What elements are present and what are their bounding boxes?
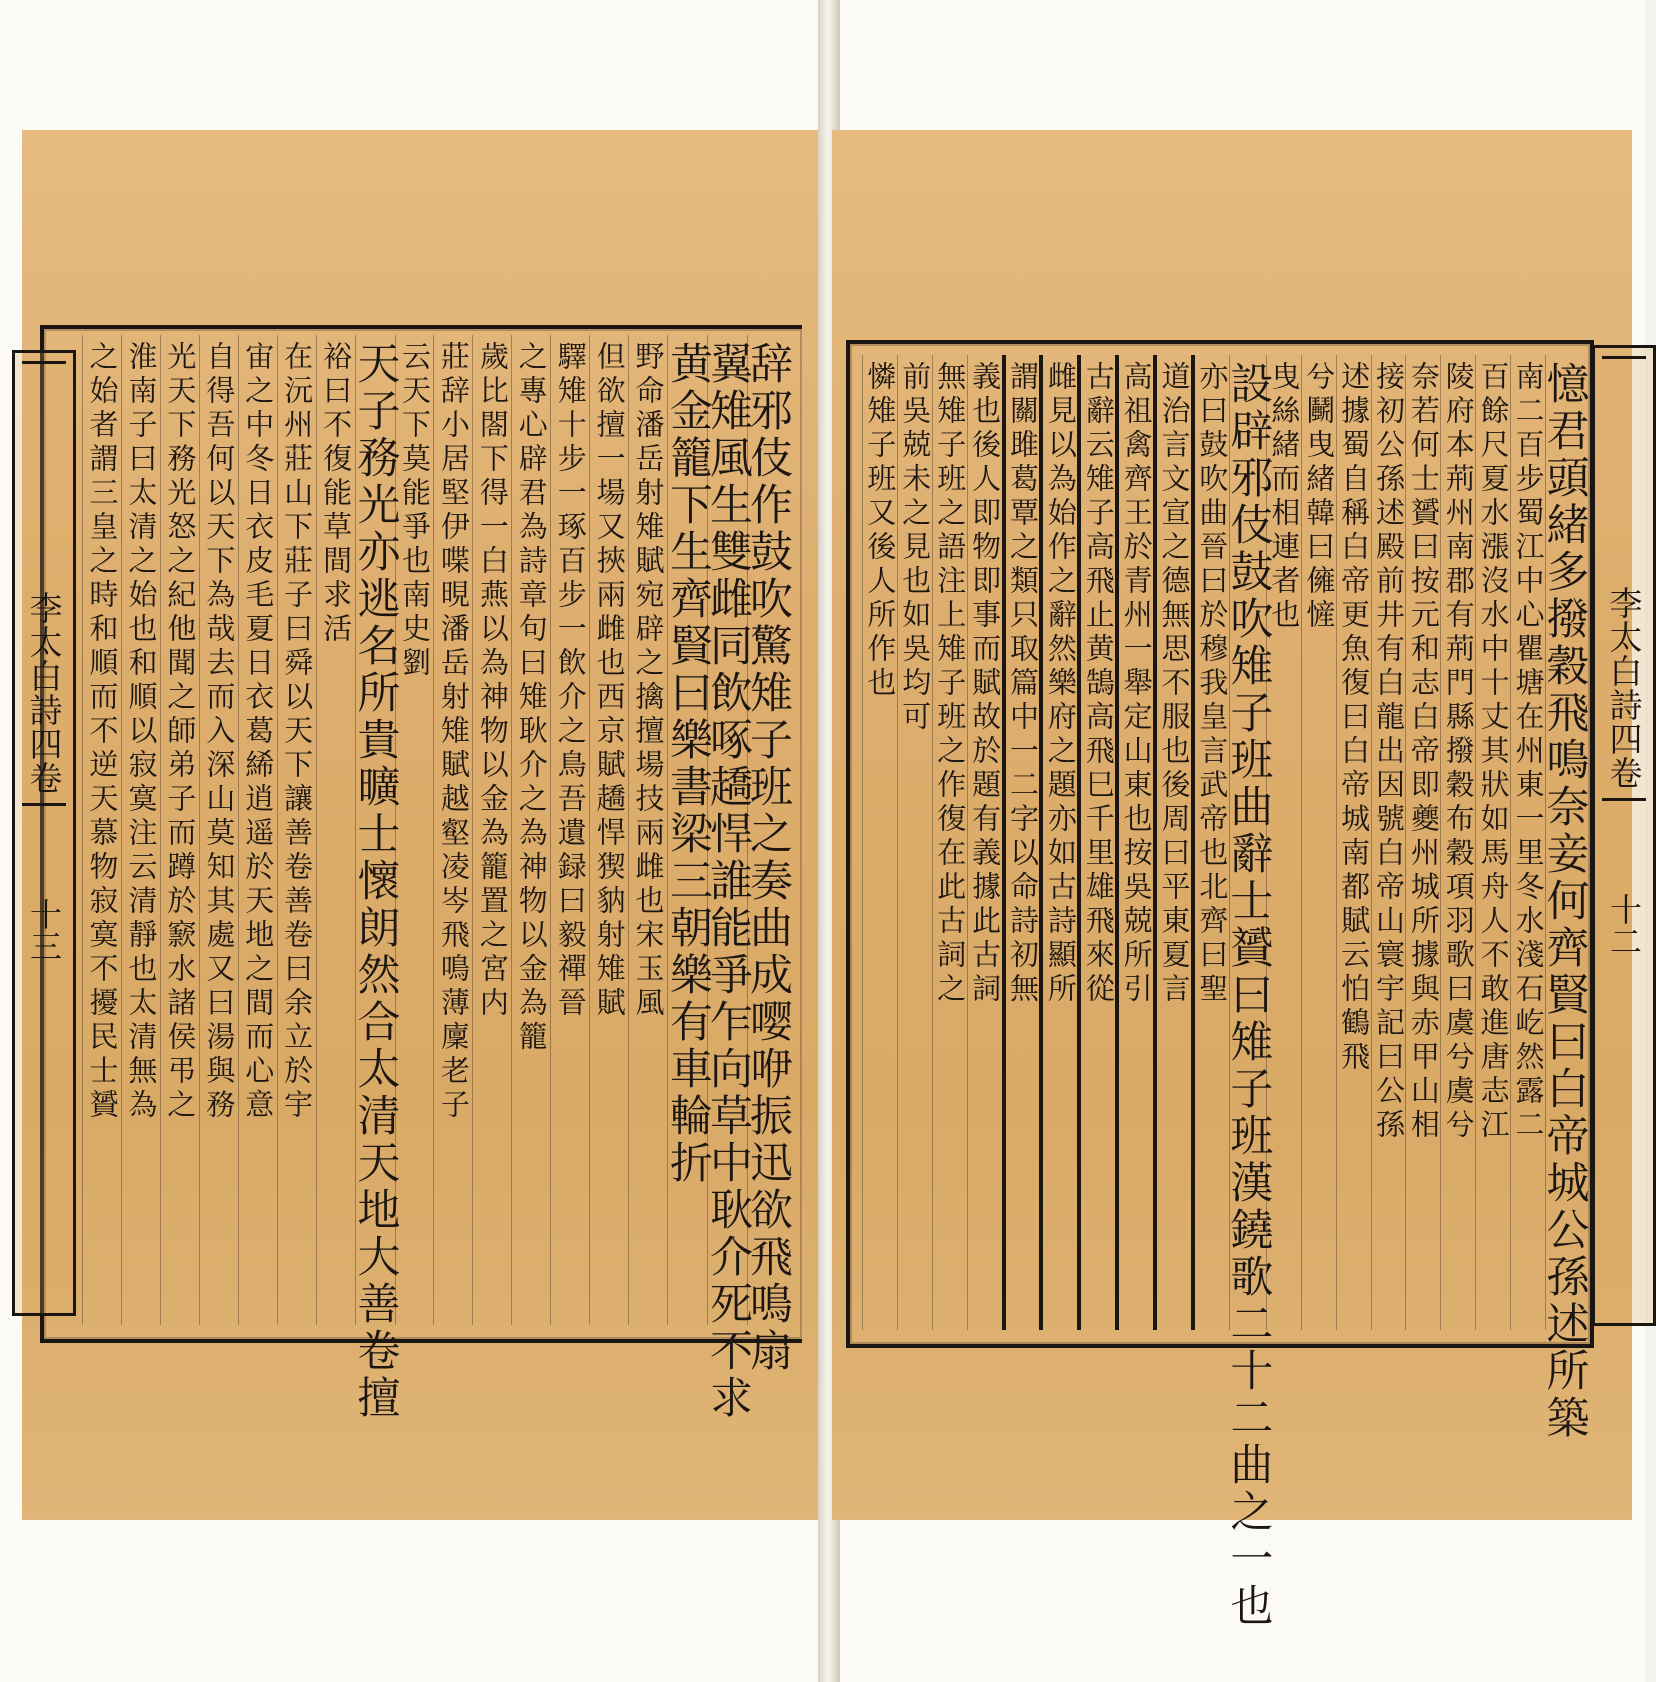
column-text: 前吳兢未之見也如吳均可 [898,361,933,735]
column-text: 高祖禽齊王於青州一舉定山東也按吳兢所引 [1119,361,1154,1007]
text-column [862,355,897,1330]
text-column [550,335,589,1325]
fishtail-mark [22,803,66,818]
column-text: 翼雉風生雙雌同飲啄趫悍誰能爭乍向草中耿介死不求 [703,341,753,1422]
left-banxin [12,350,76,1316]
column-text: 黄金籠下生齊賢曰樂書梁三朝樂有車輪折 [663,341,713,1187]
text-column [1539,355,1590,1442]
folio-number: 十二 [1605,893,1643,957]
banxin-title: 李太白詩四卷 [1604,586,1644,790]
text-column [238,335,277,1325]
text-column [589,335,628,1325]
text-column [1153,355,1191,1330]
text-column [121,335,160,1325]
column-text: 驛雉十步一琢百步一飲介之鳥吾遺録曰毅禪晉 [553,341,588,1021]
text-column [1440,355,1475,1330]
column-text: 曳絲緒而相連者也 [1267,361,1302,633]
folio-number: 十三 [25,898,63,962]
column-text: 兮鬭曳緒韓曰㒕㦃 [1302,361,1337,633]
text-column [897,355,932,1330]
column-text: 雌見以為始作之辭然樂府之題亦如古詩顯所 [1043,361,1078,1007]
column-text: 憐雉子班又後人所作也 [863,361,898,701]
column-text: 義也後人即物即事而賦故於題有義據此古詞 [968,361,1003,1007]
text-column [1405,355,1440,1330]
column-text: 宙之中冬日衣皮毛夏日衣葛絺逍遥於天地之間而心意 [241,341,276,1123]
banxin-title: 李太白詩四卷 [24,591,64,795]
text-column [1475,355,1510,1330]
text-column [663,335,713,1325]
text-column [1115,355,1153,1330]
column-text: 在沅州莊山下莊子曰舜以天下讓善卷善卷曰余立於宇 [280,341,315,1123]
left-text-columns [82,335,793,1422]
text-column [967,355,1002,1330]
column-text: 但欲擅一場又挾兩雌也西京賦趫悍猰豽射雉賦 [592,341,627,1021]
column-text: 接初公孫述殿前井有白龍出因號白帝山寰宇記曰公孫 [1371,361,1406,1143]
text-column [433,335,472,1325]
column-text: 辞邪伎作鼓吹驚雉子班之奏曲成嘤咿振迅欲飛鳴扇 [743,341,793,1375]
column-text: 野命潘岳射雉賦宛辟之擒擅場技兩雌也宋玉風 [631,341,666,1021]
column-text: 謂關雎葛覃之類只取篇中一二字以命詩初無 [1005,361,1040,1007]
right-text-columns [862,355,1590,1630]
right-banxin [1592,345,1656,1326]
text-column [350,335,401,1422]
text-column [1223,355,1274,1630]
text-column [472,335,511,1325]
text-column [703,335,753,1422]
text-column [316,335,355,1325]
column-text: 奈若何士贇曰按元和志白帝即夔州城所據與赤甲山相 [1406,361,1441,1143]
column-text: 莊辞小居堅伊喋晛潘岳射雉賦越壑凌岑飛鳴薄廩老子 [436,341,471,1123]
fishtail-mark [22,361,66,376]
column-text: 自得吾何以天下為哉去而入深山莫知其處又曰湯與務 [202,341,237,1123]
column-text: 無雉子班之語注上雉子班之作復在此古詞之 [933,361,968,1007]
text-column [1510,355,1545,1330]
text-column [1191,355,1229,1330]
text-column [160,335,199,1325]
column-text: 天子務光亦逃名所貴曠士懷朗然合太清天地大善卷擅 [350,341,401,1422]
text-column [932,355,967,1330]
column-text: 設辟邪伎鼓吹雉子班曲辭士贇曰雉子班漢鐃歌二十二曲之一也 [1223,361,1274,1630]
fishtail-mark [1602,798,1646,813]
text-column [743,335,793,1375]
text-column [1077,355,1115,1330]
column-text: 古辭云雉子高飛止黄鵠高飛巳千里雄飛來從 [1081,361,1116,1007]
column-text: 之專心辟君為詩章句曰雉耿介之為神物以金為籠 [514,341,549,1055]
text-column [628,335,667,1325]
column-text: 之始者謂三皇之時和順而不逆天慕物寂寞不擾民士贇 [85,341,120,1123]
column-text: 道治言文宣之德無思不服也後周曰平東夏言 [1157,361,1192,1007]
text-column [277,335,316,1325]
text-column [1002,355,1040,1330]
column-text: 歲比閤下得一白燕以為神物以金為籠置之宮内 [475,341,510,1021]
column-text: 南二百步蜀江中心瞿塘在州東一里冬水淺石屹然露二 [1511,361,1546,1143]
column-text: 百餘尺夏水漲沒水中十丈其狀如馬舟人不敢進唐志江 [1476,361,1511,1143]
text-column [511,335,550,1325]
column-text: 憶君頭緒多撥穀飛鳴奈妾何齊賢曰白帝城公孫述所築 [1539,361,1590,1442]
left-page [22,130,822,1520]
column-text: 淮南子曰太清之始也和順以寂寞注云清靜也太清無為 [124,341,159,1123]
column-text: 裕曰不復能草間求活 [319,341,354,647]
text-column [1301,355,1336,1330]
text-column [1371,355,1406,1330]
column-text: 亦曰鼓吹曲晉曰於穆我皇言武帝也北齊曰聖 [1195,361,1230,1007]
text-column [1039,355,1077,1330]
text-column [199,335,238,1325]
column-text: 陵府本荊州南郡有荊門縣撥穀布穀項羽歌曰虞兮虞兮 [1441,361,1476,1143]
text-column [1336,355,1371,1330]
text-column [82,335,121,1325]
column-text: 云天下莫能爭也南史劉 [398,341,432,681]
column-text: 光天下務光怒之紀他聞之師弟子而蹲於窾水諸侯弔之 [163,341,198,1123]
right-page [832,130,1644,1630]
fishtail-mark [1602,356,1646,371]
column-text: 述據蜀自稱白帝更魚復曰白帝城南都賦云怕鶴飛 [1337,361,1372,1075]
